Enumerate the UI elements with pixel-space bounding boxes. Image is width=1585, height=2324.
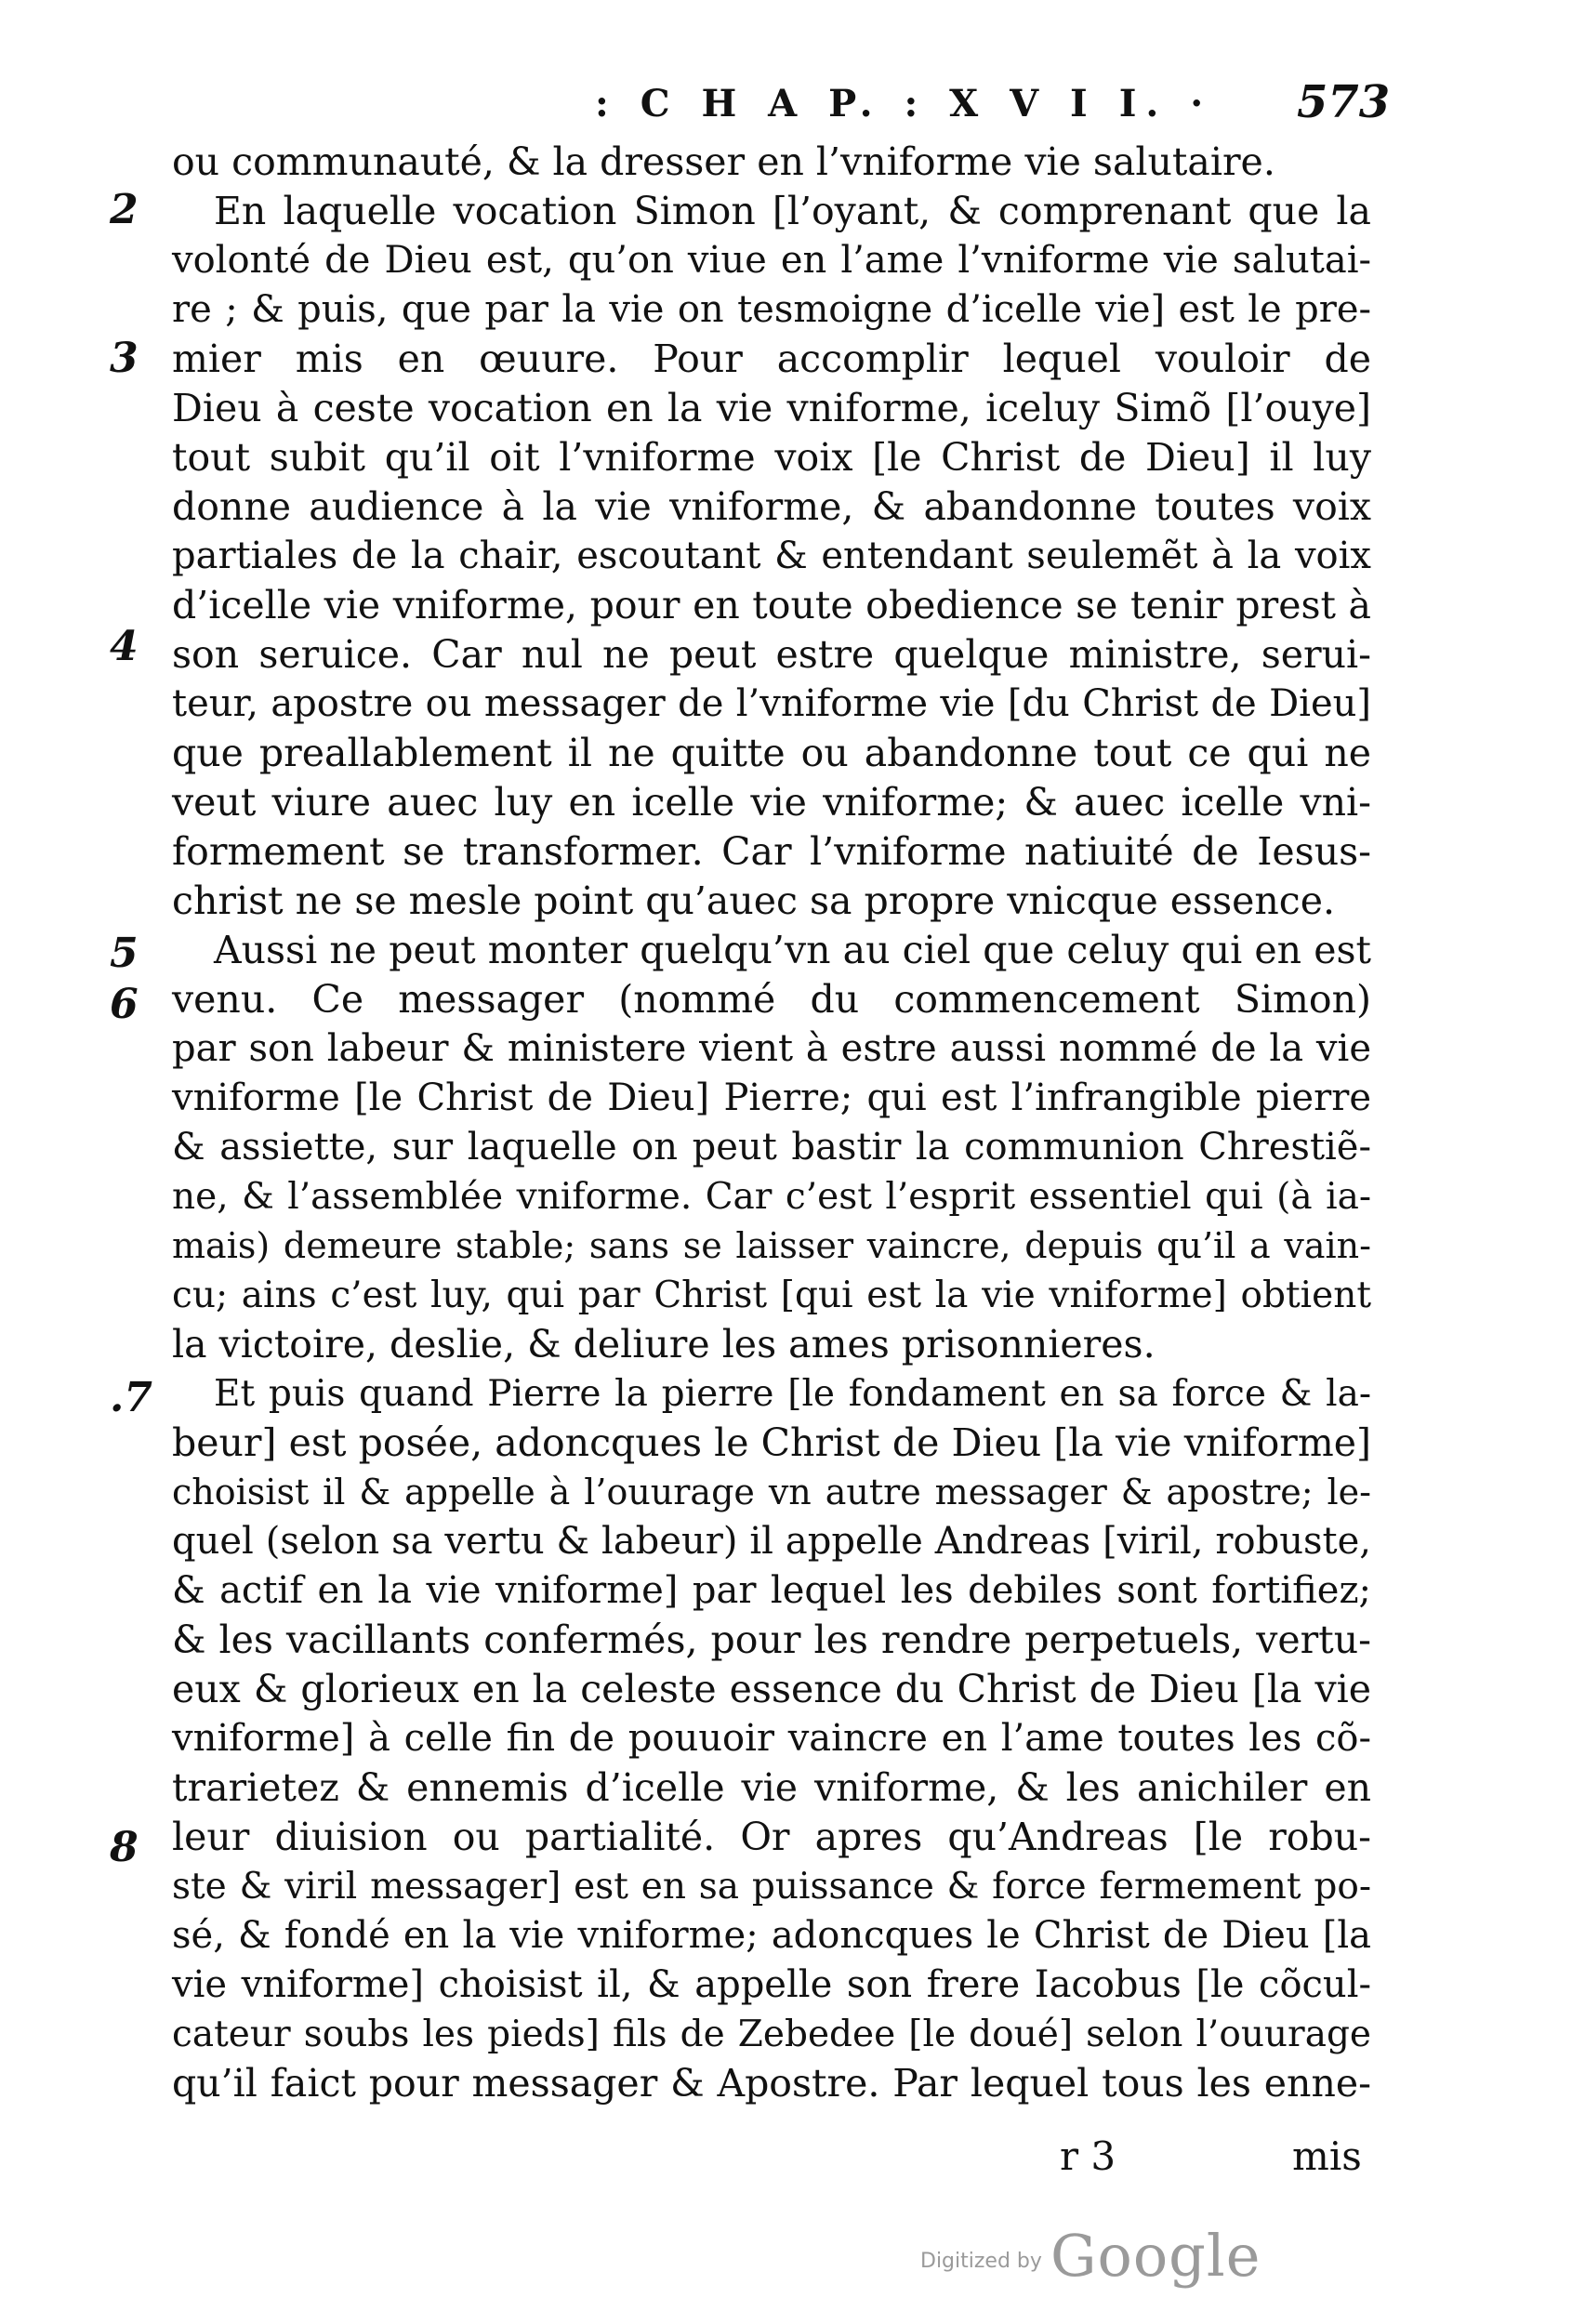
- text-line: vniforme [le Christ de Dieu] Pierre; qui est l’infrangible pierre: [172, 1076, 1371, 1119]
- text-line: mier mis en œuure. Pour accomplir lequel vouloir de: [172, 337, 1371, 381]
- google-logo: Google: [1050, 2222, 1261, 2290]
- catchword: mis: [1292, 2133, 1362, 2179]
- text-line: Et puis quand Pierre la pierre [le fondament en sa force & la-: [214, 1373, 1371, 1415]
- text-line: partiales de la chair, escoutant & entendant seulemẽt à la voix: [172, 535, 1371, 577]
- text-line: leur diuision ou partialité. Or apres qu’Andreas [le robu-: [172, 1815, 1371, 1859]
- page-number: 573: [1297, 76, 1391, 128]
- text-line: teur, apostre ou messager de l’vniforme vie [du Christ de Dieu]: [172, 682, 1371, 725]
- body-text: [172, 138, 1371, 2108]
- text-line: & les vacillants confermés, pour les rendre perpetuels, vertu-: [172, 1618, 1371, 1662]
- text-line: que preallablement il ne quitte ou abandonne tout ce qui ne: [172, 731, 1371, 775]
- verse-marker: 6: [110, 981, 139, 1028]
- text-line: par son labeur & ministere vient à estre aussi nommé de la vie: [172, 1027, 1371, 1070]
- text-line: ne, & l’assemblée vniforme. Car c’est l’esprit essentiel qui (à ia-: [172, 1176, 1371, 1218]
- page-footer: [0, 2133, 1585, 2189]
- verse-marker: 3: [110, 335, 139, 382]
- text-line: Dieu à ceste vocation en la vie vniforme, iceluy Simõ [l’ouye]: [172, 386, 1371, 430]
- text-line: ste & viril messager] est en sa puissance & force fermement po-: [172, 1866, 1371, 1908]
- text-line: cateur soubs les pieds] fils de Zebedee [le doué] selon l’ouurage: [172, 2014, 1371, 2055]
- verse-marker: 2: [110, 186, 139, 233]
- signature-mark: r 3: [1060, 2133, 1116, 2179]
- text-line: ou communauté, & la dresser en l’vniforme vie salutaire.: [172, 139, 1275, 184]
- verse-marker: .7: [110, 1374, 152, 1421]
- text-line: beur] est posée, adoncques le Christ de Dieu [la vie vniforme]: [172, 1420, 1371, 1465]
- digitized-watermark: [920, 2222, 1292, 2296]
- text-line: En laquelle vocation Simon [l’oyant, & comprenant que la: [214, 189, 1371, 233]
- running-title: : C H A P. : X V I I. ·: [595, 82, 1213, 125]
- text-line: qu’il faict pour messager & Apostre. Par lequel tous les enne-: [172, 2061, 1371, 2106]
- text-line: sé, & fondé en la vie vniforme; adoncques le Christ de Dieu [la: [172, 1914, 1371, 1957]
- text-line: & actif en la vie vniforme] par lequel les debiles sont fortifiez;: [172, 1569, 1371, 1612]
- text-line: re ; & puis, que par la vie on tesmoigne d’icelle vie] est le pre-: [172, 288, 1371, 331]
- text-line: veut viure auec luy en icelle vie vniforme; & auec icelle vni-: [172, 780, 1371, 825]
- running-head: [0, 73, 1585, 138]
- text-line: la victoire, deslie, & deliure les ames prisonnieres.: [172, 1322, 1156, 1367]
- text-line: tout subit qu’il oit l’vniforme voix [le Christ de Dieu] il luy: [172, 435, 1371, 480]
- text-line: mais) demeure stable; sans se laisser vaincre, depuis qu’il a vain-: [172, 1225, 1371, 1266]
- text-line: eux & glorieux en la celeste essence du Christ de Dieu [la vie: [172, 1667, 1371, 1711]
- text-line: choisist il & appelle à l’ouurage vn autre messager & apostre; le-: [172, 1472, 1371, 1512]
- text-line: venu. Ce messager (nommé du commencement Simon): [172, 977, 1371, 1022]
- text-line: & assiette, sur laquelle on peut bastir la communion Chrestiẽ-: [172, 1126, 1371, 1169]
- text-line: Aussi ne peut monter quelqu’vn au ciel que celuy qui en est: [214, 928, 1371, 972]
- text-line: cu; ains c’est luy, qui par Christ [qui est la vie vniforme] obtient: [172, 1274, 1371, 1316]
- verse-marker: 4: [110, 623, 139, 670]
- text-line: d’icelle vie vniforme, pour en toute obedience se tenir prest à: [172, 583, 1371, 627]
- digitized-label: Digitized by: [920, 2250, 1042, 2273]
- text-line: vie vniforme] choisist il, & appelle son frere Iacobus [le cõcul-: [172, 1963, 1371, 2006]
- text-line: volonté de Dieu est, qu’on viue en l’ame l’vniforme vie salutai-: [172, 239, 1371, 282]
- text-line: christ ne se mesle point qu’auec sa propre vnicque essence.: [172, 878, 1336, 923]
- verse-marker: 5: [110, 930, 139, 977]
- text-line: trarietez & ennemis d’icelle vie vniforme, & les anichiler en: [172, 1765, 1371, 1810]
- text-line: vniforme] à celle fin de pouuoir vaincre en l’ame toutes les cõ-: [172, 1717, 1371, 1760]
- text-line: donne audience à la vie vniforme, & abandonne toutes voix: [172, 484, 1371, 529]
- text-line: son seruice. Car nul ne peut estre quelque ministre, serui-: [172, 632, 1371, 677]
- text-line: formement se transformer. Car l’vniforme natiuité de Iesus-: [172, 829, 1371, 874]
- verse-marker: 8: [110, 1824, 139, 1871]
- text-line: quel (selon sa vertu & labeur) il appelle Andreas [viril, robuste,: [172, 1520, 1371, 1563]
